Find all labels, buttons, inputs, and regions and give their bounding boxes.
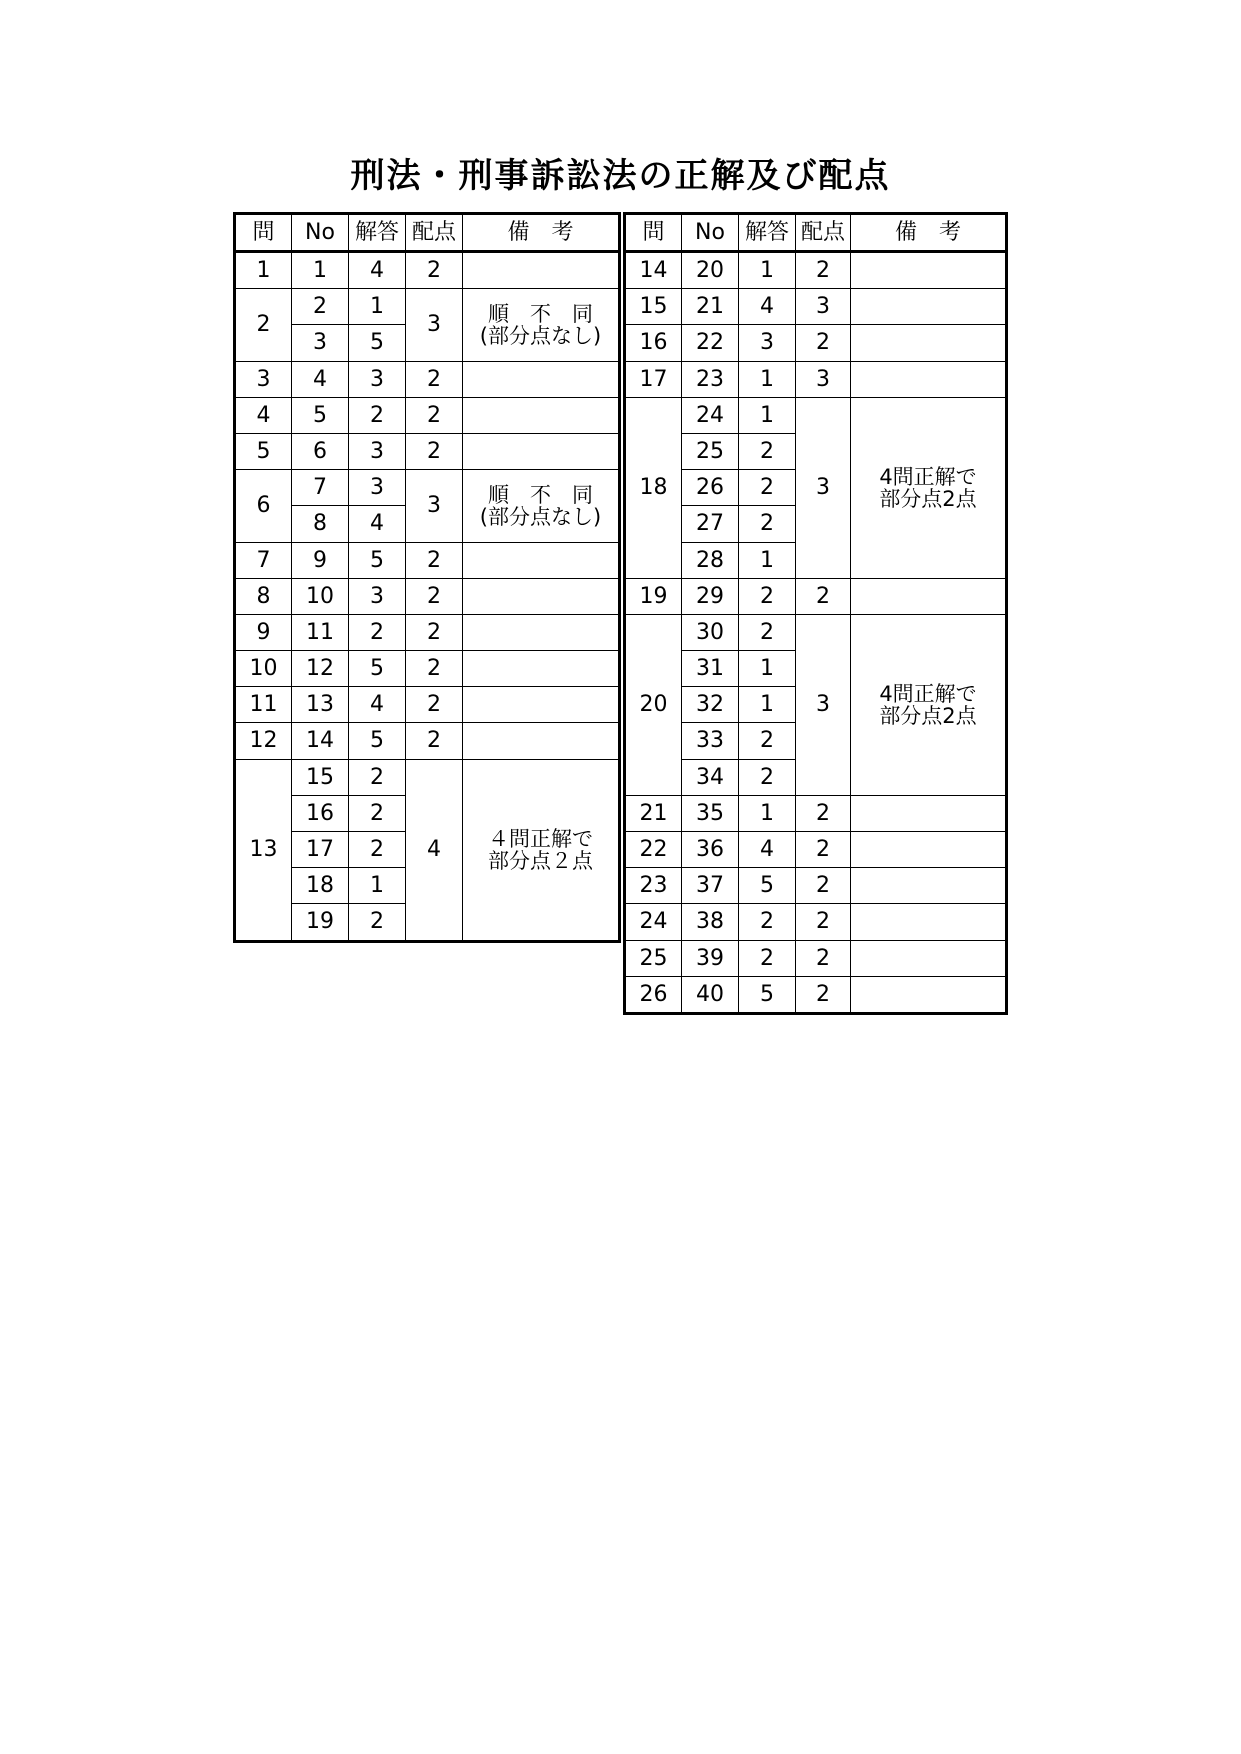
answer-cell: 2 <box>349 759 406 795</box>
note-cell <box>463 252 620 289</box>
no-cell: 4 <box>292 361 349 397</box>
table-row <box>625 578 1007 614</box>
note-line: 順 不 同 <box>488 482 593 507</box>
answer-cell: 2 <box>739 940 796 976</box>
points-cell: 2 <box>796 940 851 976</box>
question-cell: 11 <box>235 687 292 723</box>
note-cell <box>851 325 1007 361</box>
answer-cell: 2 <box>739 759 796 795</box>
points-cell: 3 <box>796 361 851 397</box>
points-cell: 2 <box>796 868 851 904</box>
no-cell: 8 <box>292 506 349 542</box>
header-answer: 解答 <box>739 214 796 252</box>
answer-cell: 4 <box>349 506 406 542</box>
note-cell <box>463 687 620 723</box>
points-cell: 2 <box>796 325 851 361</box>
answer-cell: 1 <box>739 361 796 397</box>
no-cell: 25 <box>682 433 739 469</box>
no-cell: 30 <box>682 614 739 650</box>
no-cell: 16 <box>292 795 349 831</box>
no-cell: 6 <box>292 433 349 469</box>
question-cell: 24 <box>625 904 682 940</box>
answer-cell: 5 <box>349 542 406 578</box>
note-cell <box>851 397 1007 578</box>
table-row <box>235 289 620 325</box>
note-line: 部分点２点 <box>488 848 593 873</box>
answer-cell: 3 <box>349 361 406 397</box>
note-line: 順 不 同 <box>488 301 593 326</box>
answer-cell: 5 <box>739 868 796 904</box>
header-note: 備 考 <box>851 214 1007 252</box>
no-cell: 34 <box>682 759 739 795</box>
note-cell <box>851 252 1007 289</box>
answer-cell: 2 <box>739 433 796 469</box>
no-cell: 36 <box>682 832 739 868</box>
points-cell: 2 <box>406 578 463 614</box>
note-cell <box>463 578 620 614</box>
points-cell: 2 <box>406 542 463 578</box>
note-cell <box>851 976 1007 1013</box>
no-cell: 18 <box>292 868 349 904</box>
question-cell: 21 <box>625 795 682 831</box>
answer-cell: 1 <box>349 289 406 325</box>
no-cell: 3 <box>292 325 349 361</box>
question-cell: 15 <box>625 289 682 325</box>
question-cell: 26 <box>625 976 682 1013</box>
question-cell: 22 <box>625 832 682 868</box>
answer-cell: 2 <box>739 723 796 759</box>
answer-cell: 2 <box>739 904 796 940</box>
note-cell <box>463 651 620 687</box>
note-line: (部分点なし) <box>479 504 602 529</box>
points-cell: 2 <box>406 723 463 759</box>
note-cell <box>851 904 1007 940</box>
table-row <box>235 687 620 723</box>
question-cell: 1 <box>235 252 292 289</box>
no-cell: 2 <box>292 289 349 325</box>
question-cell: 20 <box>625 614 682 795</box>
answer-cell: 5 <box>349 325 406 361</box>
table-row <box>235 651 620 687</box>
points-cell: 3 <box>796 614 851 795</box>
answer-cell: 1 <box>739 252 796 289</box>
points-cell: 2 <box>406 433 463 469</box>
header-question: 問 <box>235 214 292 252</box>
no-cell: 20 <box>682 252 739 289</box>
header-no: No <box>682 214 739 252</box>
right-answer-table <box>623 212 1008 1015</box>
answer-cell: 2 <box>739 506 796 542</box>
note-cell <box>851 614 1007 795</box>
question-cell: 6 <box>235 470 292 542</box>
no-cell: 9 <box>292 542 349 578</box>
table-row <box>625 252 1007 289</box>
question-cell: 16 <box>625 325 682 361</box>
answer-cell: 5 <box>739 976 796 1013</box>
no-cell: 11 <box>292 614 349 650</box>
left-answer-table <box>233 212 621 943</box>
answer-cell: 4 <box>739 832 796 868</box>
table-row <box>235 470 620 506</box>
no-cell: 32 <box>682 687 739 723</box>
no-cell: 12 <box>292 651 349 687</box>
no-cell: 28 <box>682 542 739 578</box>
table-row <box>235 614 620 650</box>
answer-cell: 1 <box>349 868 406 904</box>
table-row <box>235 759 620 795</box>
header-question: 問 <box>625 214 682 252</box>
table-row <box>235 542 620 578</box>
no-cell: 24 <box>682 397 739 433</box>
answer-cell: 1 <box>739 687 796 723</box>
no-cell: 40 <box>682 976 739 1013</box>
table-row <box>625 904 1007 940</box>
note-cell <box>463 289 620 361</box>
note-cell <box>851 868 1007 904</box>
question-cell: 13 <box>235 759 292 941</box>
question-cell: 19 <box>625 578 682 614</box>
note-line: 4問正解で <box>879 464 977 489</box>
answer-cell: 5 <box>349 651 406 687</box>
table-row <box>625 289 1007 325</box>
points-cell: 2 <box>406 397 463 433</box>
note-cell <box>463 433 620 469</box>
points-cell: 2 <box>406 361 463 397</box>
points-cell: 2 <box>796 904 851 940</box>
points-cell: 3 <box>406 289 463 361</box>
no-cell: 14 <box>292 723 349 759</box>
question-cell: 18 <box>625 397 682 578</box>
no-cell: 33 <box>682 723 739 759</box>
note-cell <box>851 795 1007 831</box>
answer-cell: 1 <box>739 542 796 578</box>
no-cell: 7 <box>292 470 349 506</box>
no-cell: 29 <box>682 578 739 614</box>
answer-cell: 2 <box>349 614 406 650</box>
note-cell <box>463 542 620 578</box>
points-cell: 3 <box>796 397 851 578</box>
no-cell: 27 <box>682 506 739 542</box>
question-cell: 7 <box>235 542 292 578</box>
answer-cell: 4 <box>739 289 796 325</box>
points-cell: 2 <box>796 832 851 868</box>
question-cell: 12 <box>235 723 292 759</box>
points-cell: 2 <box>406 252 463 289</box>
no-cell: 22 <box>682 325 739 361</box>
page-title: 刑法・刑事訴訟法の正解及び配点 <box>350 156 891 196</box>
table-row <box>625 795 1007 831</box>
no-cell: 17 <box>292 832 349 868</box>
note-cell <box>463 361 620 397</box>
table-row <box>625 361 1007 397</box>
answer-cell: 4 <box>349 252 406 289</box>
no-cell: 1 <box>292 252 349 289</box>
answer-cell: 3 <box>349 433 406 469</box>
note-cell <box>851 832 1007 868</box>
table-row <box>235 397 620 433</box>
no-cell: 13 <box>292 687 349 723</box>
header-row <box>235 214 620 252</box>
points-cell: 2 <box>406 651 463 687</box>
table-row <box>625 868 1007 904</box>
answer-cell: 2 <box>349 832 406 868</box>
table-row <box>235 433 620 469</box>
answer-cell: 2 <box>739 614 796 650</box>
question-cell: 23 <box>625 868 682 904</box>
points-cell: 3 <box>796 289 851 325</box>
answer-cell: 3 <box>349 470 406 506</box>
answer-cell: 2 <box>349 397 406 433</box>
no-cell: 10 <box>292 578 349 614</box>
question-cell: 2 <box>235 289 292 361</box>
question-cell: 5 <box>235 433 292 469</box>
answer-cell: 1 <box>739 651 796 687</box>
note-cell <box>463 470 620 542</box>
no-cell: 37 <box>682 868 739 904</box>
points-cell: 2 <box>796 252 851 289</box>
header-note: 備 考 <box>463 214 620 252</box>
table-row <box>235 361 620 397</box>
note-cell <box>851 289 1007 325</box>
question-cell: 9 <box>235 614 292 650</box>
answer-cell: 3 <box>739 325 796 361</box>
question-cell: 17 <box>625 361 682 397</box>
answer-cell: 5 <box>349 723 406 759</box>
table-row <box>235 578 620 614</box>
table-row <box>625 940 1007 976</box>
question-cell: 8 <box>235 578 292 614</box>
header-answer: 解答 <box>349 214 406 252</box>
header-points: 配点 <box>796 214 851 252</box>
note-cell <box>463 397 620 433</box>
points-cell: 2 <box>796 795 851 831</box>
no-cell: 26 <box>682 470 739 506</box>
answer-cell: 2 <box>349 904 406 941</box>
note-cell <box>851 940 1007 976</box>
points-cell: 2 <box>406 687 463 723</box>
no-cell: 31 <box>682 651 739 687</box>
table-row <box>625 325 1007 361</box>
table-row <box>625 614 1007 650</box>
table-row <box>625 397 1007 433</box>
note-line: (部分点なし) <box>479 323 602 348</box>
points-cell: 2 <box>796 578 851 614</box>
header-no: No <box>292 214 349 252</box>
question-cell: 3 <box>235 361 292 397</box>
no-cell: 5 <box>292 397 349 433</box>
answer-cell: 1 <box>739 795 796 831</box>
note-line: 部分点2点 <box>879 703 977 728</box>
points-cell: 2 <box>406 614 463 650</box>
no-cell: 19 <box>292 904 349 941</box>
table-row <box>235 252 620 289</box>
no-cell: 35 <box>682 795 739 831</box>
note-cell <box>463 759 620 941</box>
answer-cell: 2 <box>739 578 796 614</box>
note-line: ４問正解で <box>488 826 593 851</box>
note-line: 4問正解で <box>879 681 977 706</box>
header-row <box>625 214 1007 252</box>
question-cell: 14 <box>625 252 682 289</box>
table-row <box>625 832 1007 868</box>
no-cell: 38 <box>682 904 739 940</box>
no-cell: 15 <box>292 759 349 795</box>
answer-cell: 1 <box>739 397 796 433</box>
table-row <box>235 723 620 759</box>
points-cell: 3 <box>406 470 463 542</box>
note-cell <box>463 614 620 650</box>
question-cell: 10 <box>235 651 292 687</box>
no-cell: 39 <box>682 940 739 976</box>
no-cell: 21 <box>682 289 739 325</box>
question-cell: 4 <box>235 397 292 433</box>
note-cell <box>463 723 620 759</box>
note-line: 部分点2点 <box>879 486 977 511</box>
header-points: 配点 <box>406 214 463 252</box>
table-row <box>625 976 1007 1013</box>
points-cell: 4 <box>406 759 463 941</box>
answer-cell: 2 <box>349 795 406 831</box>
answer-cell: 3 <box>349 578 406 614</box>
no-cell: 23 <box>682 361 739 397</box>
answer-cell: 2 <box>739 470 796 506</box>
points-cell: 2 <box>796 976 851 1013</box>
note-cell <box>851 578 1007 614</box>
question-cell: 25 <box>625 940 682 976</box>
answer-cell: 4 <box>349 687 406 723</box>
note-cell <box>851 361 1007 397</box>
